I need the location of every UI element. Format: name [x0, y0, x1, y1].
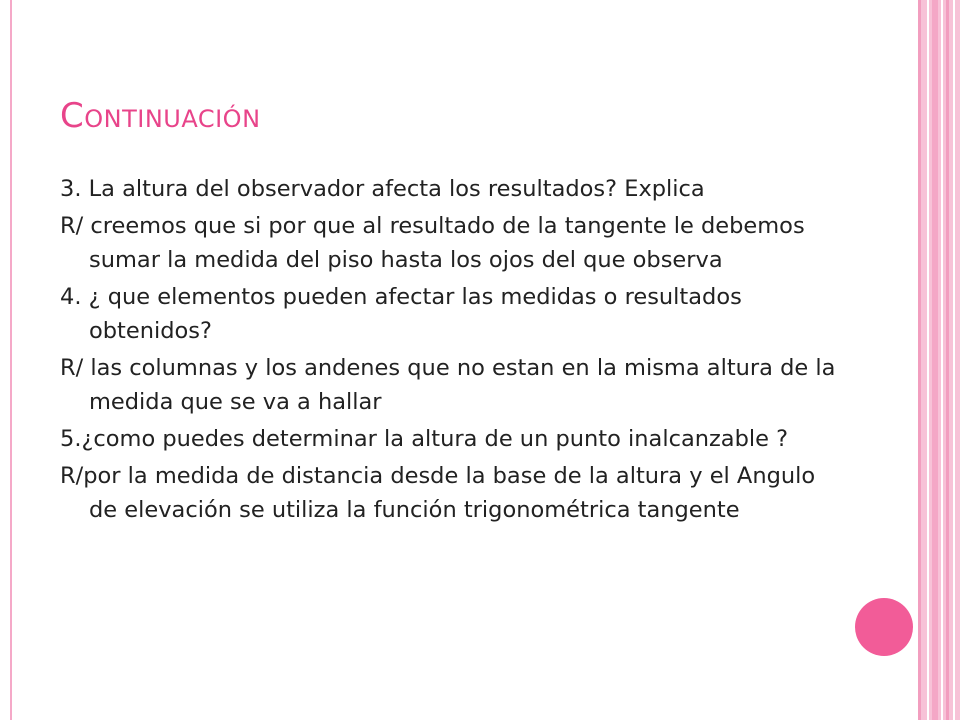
slide-body: [60, 172, 850, 530]
answer-5: R/por la medida de distancia desde la base de la altura y el Angulo de elevación se utiliza la función trigonométrica tangente: [60, 463, 816, 523]
slide-title: [60, 96, 261, 136]
decorative-circle: [855, 598, 913, 656]
right-stripe: [941, 0, 943, 720]
right-stripe: [932, 0, 938, 720]
right-stripe: [927, 0, 929, 720]
left-border-line: [10, 0, 12, 720]
right-stripe: [953, 0, 955, 720]
question-5: 5.¿como puedes determinar la altura de un punto inalcanzable ?: [60, 426, 789, 452]
slide-title-rest: ONTINUACIÓN: [84, 105, 261, 133]
right-stripe: [946, 0, 949, 720]
slide-title-initial: C: [60, 96, 85, 136]
answer-4: R/ las columnas y los andenes que no estan en la misma altura de la medida que se va a hallar: [60, 355, 836, 415]
question-4: 4. ¿ que elementos pueden afectar las medidas o resultados obtenidos?: [60, 284, 742, 344]
answer-3: R/ creemos que si por que al resultado de la tangente le debemos sumar la medida del piso hasta los ojos del que observa: [60, 213, 805, 273]
question-3: 3. La altura del observador afecta los resultados? Explica: [60, 176, 705, 202]
right-stripe: [918, 0, 921, 720]
